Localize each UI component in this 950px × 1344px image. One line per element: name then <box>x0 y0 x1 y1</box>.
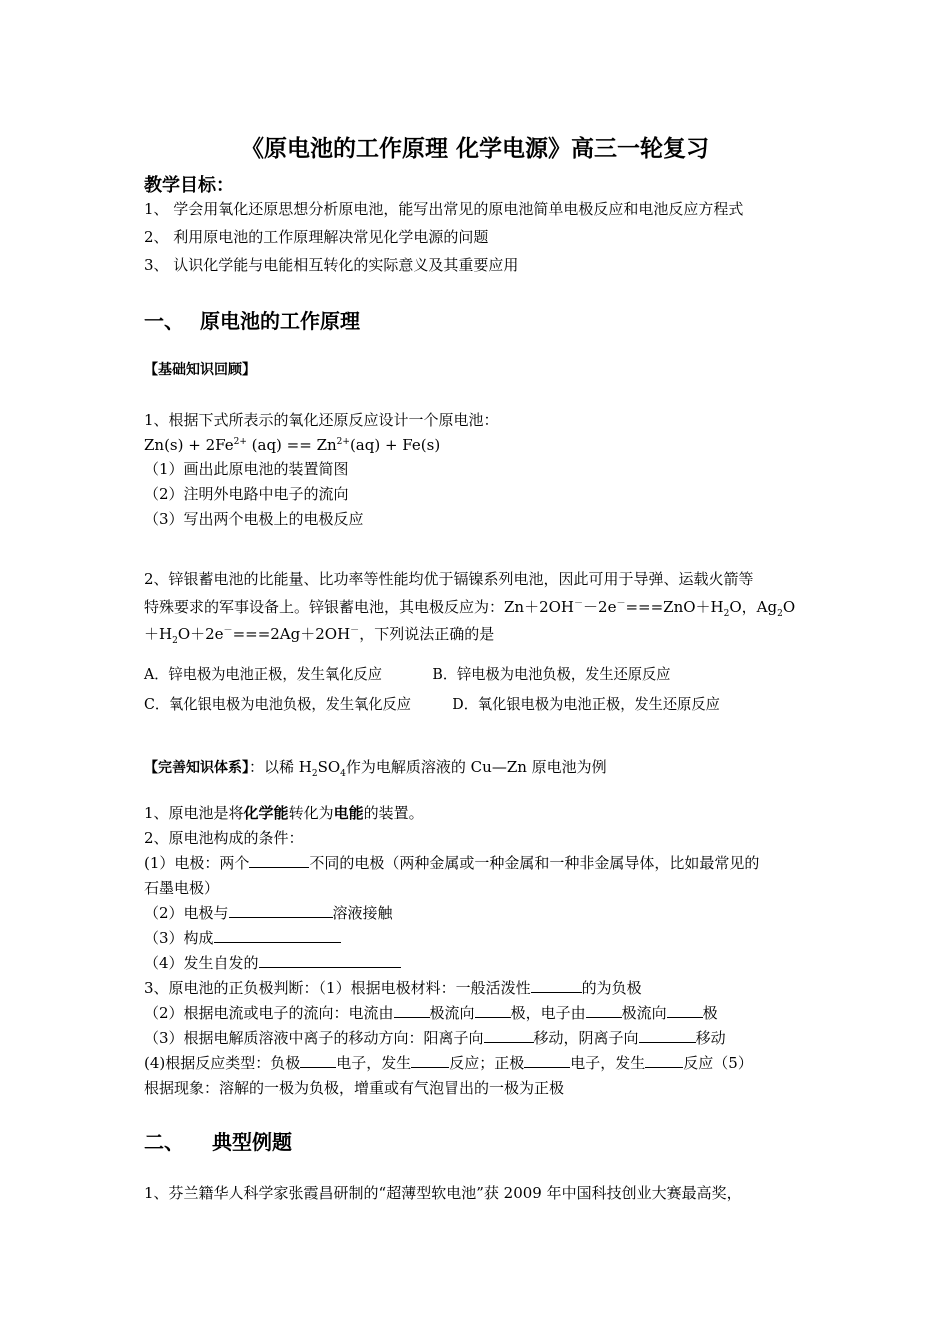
q1-sub-2: （2）注明外电路中电子的流向 <box>144 485 349 503</box>
option-d: D．氧化银电极为电池正极，发生还原反应 <box>452 695 720 713</box>
subscript: 2 <box>723 609 730 619</box>
condition-3 <box>144 928 341 948</box>
eq-part: (aq) == Zn <box>246 436 337 454</box>
text-run: 不同的电极（两种金属或一种金属和一种非金属导体，比如最常见的 <box>309 854 760 872</box>
q1-sub-1: （1）画出此原电池的装置简图 <box>144 460 349 478</box>
point-2: 2、原电池构成的条件： <box>144 829 304 847</box>
text-run: 的为负极 <box>581 979 642 997</box>
text-run: (4)根据反应类型：负极 <box>144 1054 301 1072</box>
text-run: 极，电子由 <box>510 1004 586 1022</box>
text-run: ===ZnO＋H <box>625 598 724 616</box>
q2-options-ab <box>144 664 808 684</box>
bold-term: 电能 <box>333 804 364 822</box>
text-run: －2e <box>583 598 617 616</box>
text-run: （3）根据电解质溶液中离子的移动方向：阳离子向 <box>144 1029 484 1047</box>
superscript: － <box>350 626 360 636</box>
system-tag: 【完善知识体系】 <box>144 760 249 776</box>
text-run: 极流向 <box>621 1004 667 1022</box>
system-intro <box>144 757 607 778</box>
text-run: 反应；正极 <box>449 1054 525 1072</box>
text-run: 溶液接触 <box>332 904 393 922</box>
eq-part: Zn(s) + 2Fe <box>144 436 234 454</box>
fill-blank[interactable] <box>531 978 582 993</box>
eq-part: (aq) + Fe(s) <box>349 436 441 454</box>
text-run: SO <box>317 758 341 776</box>
text-run: 移动 <box>695 1029 726 1047</box>
q2-options-cd <box>144 694 808 714</box>
text-run: O <box>782 598 796 616</box>
text-run: ：以稀 H <box>249 758 312 776</box>
fill-blank[interactable] <box>229 903 333 918</box>
fill-blank[interactable] <box>484 1028 534 1043</box>
text-run: 转化为 <box>288 804 334 822</box>
q1-stem: 1、根据下式所表示的氧化还原反应设计一个原电池： <box>144 411 499 429</box>
goal-item-3: 3、 认识化学能与电能相互转化的实际意义及其重要应用 <box>144 256 519 274</box>
subscript: 4 <box>340 769 346 779</box>
subscript: 2 <box>311 769 318 779</box>
text-run: （4）发生自发的 <box>144 954 259 972</box>
superscript: － <box>574 599 584 609</box>
text-run: ===2Ag＋2OH <box>232 625 351 643</box>
option-c: C．氧化银电极为电池负极，发生氧化反应 <box>144 695 412 713</box>
q2-line-3 <box>144 624 494 644</box>
text-run: 极流向 <box>429 1004 475 1022</box>
section-2-number: 二、 <box>144 1130 184 1154</box>
text-run: 特殊要求的军事设备上。锌银蓄电池，其电极反应为：Zn＋2OH <box>144 598 575 616</box>
fill-blank[interactable] <box>586 1003 622 1018</box>
condition-1 <box>144 853 759 873</box>
section-2-heading <box>144 1128 292 1156</box>
fill-blank[interactable] <box>214 928 341 943</box>
judge-5: 根据现象：溶解的一极为负极，增重或有气泡冒出的一极为正极 <box>144 1079 565 1097</box>
condition-2 <box>144 903 393 923</box>
section-1-heading <box>144 307 360 335</box>
fill-blank[interactable] <box>524 1053 570 1068</box>
point-3 <box>144 978 642 998</box>
judge-4 <box>144 1053 753 1073</box>
q1-sub-3: （3）写出两个电极上的电极反应 <box>144 510 364 528</box>
section-1-number: 一、 <box>144 309 184 333</box>
text-run: 极 <box>702 1004 718 1022</box>
bold-term: 化学能 <box>243 804 289 822</box>
subscript: 2 <box>777 609 783 619</box>
fill-blank[interactable] <box>475 1003 511 1018</box>
eq-charge: 2+ <box>233 437 247 447</box>
eq-charge: 2+ <box>336 437 350 447</box>
condition-4 <box>144 953 401 973</box>
text-run: (1）电极：两个 <box>144 854 250 872</box>
option-a: A．锌电极为电池正极，发生氧化反应 <box>144 665 382 683</box>
fill-blank[interactable] <box>639 1028 696 1043</box>
goal-item-1: 1、 学会用氧化还原思想分析原电池，能写出常见的原电池简单电极反应和电池反应方程式 <box>144 200 744 218</box>
text-run: （3）构成 <box>144 929 214 947</box>
option-b: B．锌电极为电池负极，发生还原反应 <box>432 665 671 683</box>
fill-blank[interactable] <box>411 1053 449 1068</box>
superscript: － <box>223 626 233 636</box>
text-run: （2）根据电流或电子的流向：电流由 <box>144 1004 394 1022</box>
text-run: O＋2e <box>177 625 224 643</box>
text-run: 电子，发生 <box>336 1054 412 1072</box>
review-tag: 【基础知识回顾】 <box>144 362 256 378</box>
goal-item-2: 2、 利用原电池的工作原理解决常见化学电源的问题 <box>144 228 489 246</box>
q2-line-1: 2、锌银蓄电池的比能量、比功率等性能均优于镉镍系列电池，因此可用于导弹、运载火箭等 <box>144 570 754 588</box>
point-1 <box>144 803 424 823</box>
superscript: － <box>616 599 626 609</box>
fill-blank[interactable] <box>645 1053 683 1068</box>
judge-2 <box>144 1003 718 1023</box>
condition-1-cont: 石墨电极） <box>144 879 220 897</box>
text-run: 的装置。 <box>363 804 424 822</box>
fill-blank[interactable] <box>249 853 309 868</box>
text-run: ＋H <box>144 625 173 643</box>
text-run: 1、原电池是将 <box>144 804 244 822</box>
text-run: ，下列说法正确的是 <box>359 625 495 643</box>
fill-blank[interactable] <box>667 1003 703 1018</box>
subscript: 2 <box>172 636 178 646</box>
section-1-title: 原电池的工作原理 <box>200 309 360 333</box>
judge-3 <box>144 1028 726 1048</box>
text-run: O，Ag <box>729 598 778 616</box>
text-run: （2）电极与 <box>144 904 229 922</box>
goals-heading: 教学目标： <box>144 175 234 196</box>
example-1: 1、芬兰籍华人科学家张霞昌研制的“超薄型软电池”获 2009 年中国科技创业大赛最高奖， <box>144 1184 742 1202</box>
fill-blank[interactable] <box>300 1053 336 1068</box>
q1-equation <box>144 435 440 455</box>
text-run: 作为电解质溶液的 Cu—Zn 原电池为例 <box>345 758 607 776</box>
text-run: 3、原电池的正负极判断：（1）根据电极材料：一般活泼性 <box>144 979 531 997</box>
text-run: 移动，阴离子向 <box>533 1029 639 1047</box>
q2-line-2 <box>144 597 795 617</box>
section-2-title: 典型例题 <box>212 1130 292 1154</box>
text-run: 反应（5） <box>683 1054 753 1072</box>
page-title: 《原电池的工作原理 化学电源》高三一轮复习 <box>240 136 709 162</box>
fill-blank[interactable] <box>394 1003 430 1018</box>
text-run: 电子，发生 <box>570 1054 646 1072</box>
fill-blank[interactable] <box>259 953 401 968</box>
